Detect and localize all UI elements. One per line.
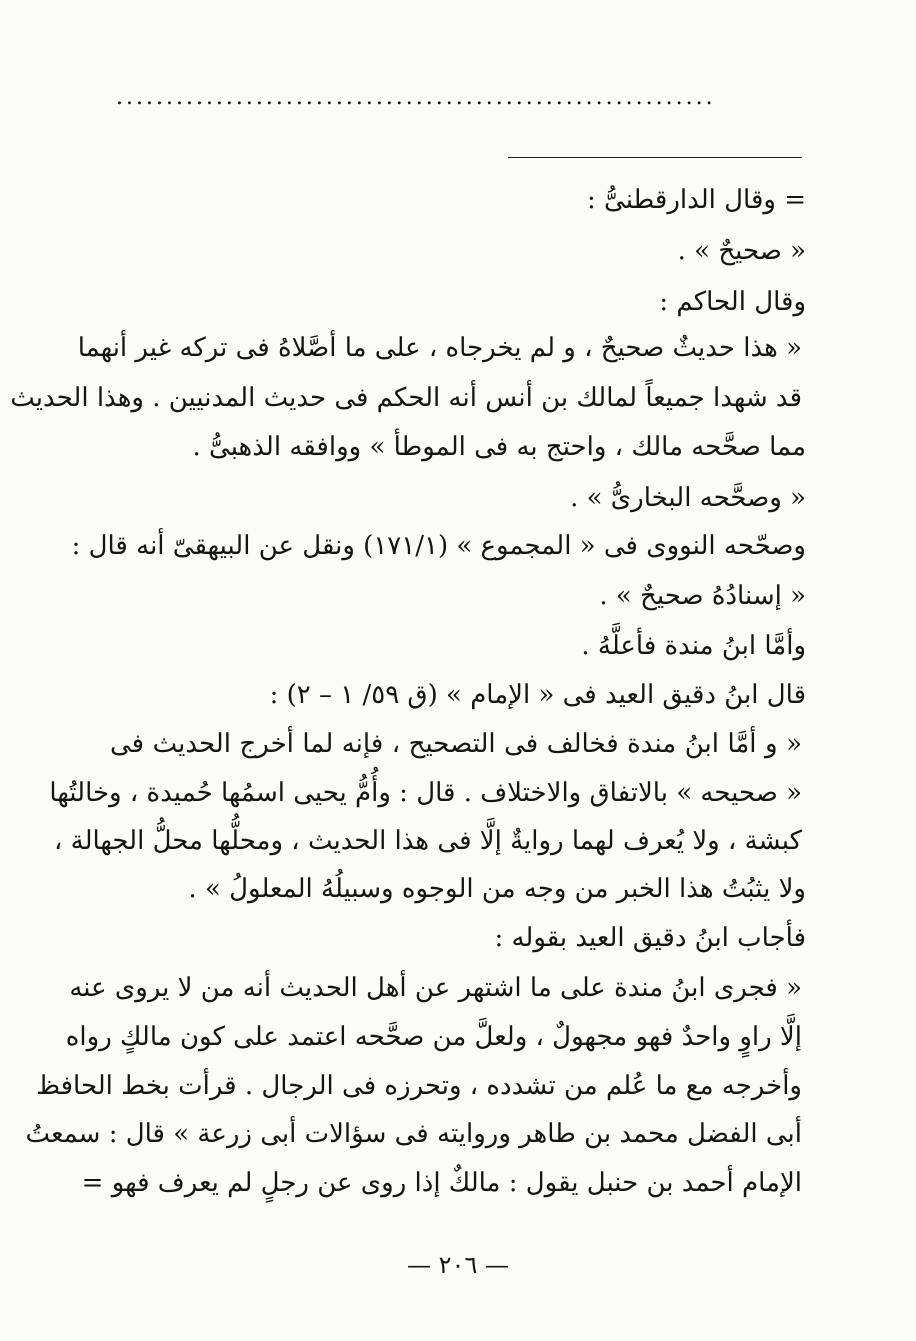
text-line: « صحيحٌ » . xyxy=(677,236,806,266)
text-line: مما صحَّحه مالك ، واحتج به فى الموطأ » ووافقه الذهبىُّ . xyxy=(192,432,806,462)
text-line: « هذا حديثٌ صحيحٌ ، و لم يخرجاه ، على ما أصَّلاهُ فى تركه غير أنهما xyxy=(77,333,802,363)
text-line: قال ابنُ دقيق العيد فى « الإمام » (ق ٥٩/ ١ – ٢) : xyxy=(269,680,806,710)
text-line: « إسنادُهُ صحيحٌ » . xyxy=(599,581,806,611)
text-line: « فجرى ابنُ مندة على ما اشتهر عن أهل الحديث أنه من لا يروى عنه xyxy=(69,973,802,1003)
text-line: = وقال الدارقطنىُّ : xyxy=(587,185,806,215)
text-line: « وصحَّحه البخارىُّ » . xyxy=(570,483,806,513)
text-line: كبشة ، ولا يُعرف لهما روايةٌ إلَّا فى هذا الحديث ، ومحلُّها محلُّ الجهالة ، xyxy=(53,826,802,856)
text-line: الإمام أحمد بن حنبل يقول : مالكٌ إذا روى عن رجلٍ لم يعرف فهو = xyxy=(81,1168,802,1198)
text-line: وقال الحاكم : xyxy=(659,287,806,317)
text-line: أبى الفضل محمد بن طاهر وروايته فى سؤالات أبى زرعة » قال : سمعتُ xyxy=(25,1119,802,1149)
text-line: « صحيحه » بالاتفاق والاختلاف . قال : وأُمُّ يحيى اسمُها حُميدة ، وخالتُها xyxy=(49,778,802,808)
dotted-separator: ............................................................ xyxy=(116,86,716,110)
text-line: إلَّا راوٍ واحدٌ فهو مجهولٌ ، ولعلَّ من صحَّحه اعتمد على كون مالكٍ رواه xyxy=(65,1022,802,1052)
text-line: ولا يثبُتُ هذا الخبر من وجه من الوجوه وسبيلُهُ المعلولُ » . xyxy=(188,874,806,904)
text-line: « و أمَّا ابنُ مندة فخالف فى التصحيح ، فإنه لما أخرج الحديث فى xyxy=(110,729,802,759)
text-line: وأمَّا ابنُ مندة فأعلَّهُ . xyxy=(581,631,806,661)
footnote-rule xyxy=(508,157,802,158)
text-line: قد شهدا جميعاً لمالك بن أنس أنه الحكم فى حديث المدنيين . وهذا الحديث xyxy=(10,383,802,413)
text-line: فأجاب ابنُ دقيق العيد بقوله : xyxy=(494,923,806,953)
page-number: — ٢٠٦ — xyxy=(407,1251,509,1279)
text-line: وصحّحه النووى فى « المجموع » (١٧١/١) ونقل عن البيهقىّ أنه قال : xyxy=(71,531,806,561)
text-line: وأخرجه مع ما عُلم من تشدده ، وتحرزه فى الرجال . قرأت بخط الحافظ xyxy=(35,1071,802,1101)
